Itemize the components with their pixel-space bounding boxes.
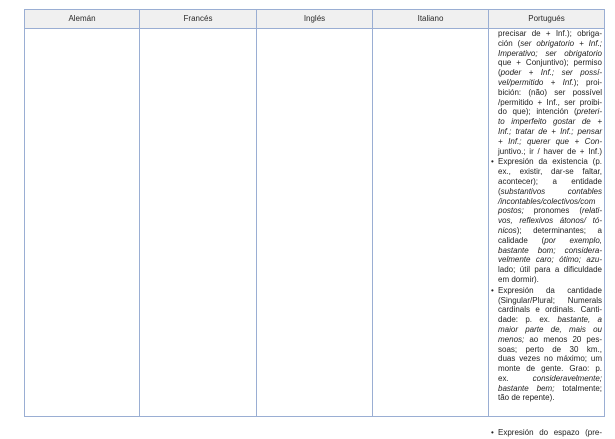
text-segment: poder + Inf.; ser possí- — [500, 68, 602, 78]
text-segment: bastante bem; — [498, 383, 555, 393]
text-segment: acontecer); a entidade — [498, 176, 602, 186]
text-line — [498, 286, 602, 296]
text-segment: Expresión do espazo (pre- — [498, 428, 602, 437]
text-segment: consideravelmente; — [532, 373, 602, 383]
text-line — [498, 335, 602, 345]
text-segment: /permitido + Inf., ser proibi- — [498, 97, 602, 107]
text-line — [498, 206, 602, 216]
text-line — [498, 117, 602, 127]
cell-portugues-continuation — [489, 428, 604, 438]
column-header-aleman: Alemán — [25, 10, 140, 29]
text-segment: vos, reflexivos átonos/ tó- — [498, 216, 602, 226]
text-segment: do que); intención ( — [498, 107, 577, 117]
text-segment: ); proi- — [573, 77, 602, 87]
text-segment: bastante bom; considera- — [498, 245, 602, 255]
text-line — [498, 216, 602, 226]
text-segment: dade: p. ex. — [498, 315, 558, 325]
text-segment: ex., existir, dar-se faltar, — [498, 167, 602, 177]
text-segment: bastante, a — [557, 315, 602, 325]
text-line — [498, 68, 602, 78]
text-segment: ); determinantes; a — [516, 225, 602, 235]
text-line — [498, 137, 602, 147]
text-segment: precisar de + Inf.); obriga- — [498, 29, 602, 38]
text-segment: Expresión da existencia (p. — [498, 157, 602, 167]
text-segment: em dormir). — [498, 274, 539, 284]
text-segment: vel/permitido + Inf. — [498, 77, 574, 87]
text-segment: + Inf.; querer que + Con- — [498, 136, 602, 146]
text-line — [498, 393, 602, 403]
text-segment: pronomes ( — [523, 206, 582, 216]
text-line — [498, 345, 602, 355]
text-line — [498, 98, 602, 108]
text-segment: velmente caro; ótimo; azu- — [498, 255, 602, 265]
text-line — [498, 127, 602, 137]
text-line — [498, 325, 602, 335]
text-line — [498, 88, 602, 98]
column-header-frances: Francés — [140, 10, 257, 29]
text-line — [498, 236, 602, 246]
text-segment: bición: (não) ser possível — [498, 87, 602, 97]
text-segment: ( — [498, 68, 501, 78]
text-segment: relati- — [581, 206, 602, 216]
text-segment: nicos — [498, 225, 517, 235]
text-segment: soas; perto de 30 km., — [498, 344, 602, 354]
text-segment: totalmente; — [554, 383, 602, 393]
column-header-portugues: Portugués — [489, 10, 604, 29]
text-line — [498, 167, 602, 177]
text-segment: que + Conjuntivo); permiso — [498, 58, 602, 68]
text-line — [498, 305, 602, 315]
text-line — [498, 275, 602, 285]
text-line — [498, 296, 602, 306]
text-segment: ao menos 20 pes- — [524, 334, 602, 344]
bullet-marker: • — [491, 285, 494, 295]
list-item — [491, 428, 602, 438]
column-header-italiano: Italiano — [373, 10, 489, 29]
text-segment: juntivo.; ir / haver de + Inf.) — [498, 146, 602, 156]
text-segment: calidade ( — [498, 235, 545, 245]
text-line — [498, 157, 602, 167]
text-line — [498, 58, 602, 68]
text-line — [498, 384, 602, 394]
text-line — [498, 197, 602, 207]
list-item — [491, 285, 602, 404]
cell-portugues — [489, 29, 604, 416]
text-segment: postos; — [498, 206, 524, 216]
text-segment: preteri- — [576, 107, 602, 117]
text-segment: ción ( — [498, 38, 521, 48]
cell-frances — [140, 29, 257, 416]
text-line — [498, 78, 602, 88]
text-segment: substantivos contables — [500, 186, 602, 196]
text-segment: duas vezes no máximo; um — [498, 354, 602, 364]
cell-aleman — [25, 29, 140, 416]
text-segment: lado; útil para a dificuldade — [498, 265, 602, 275]
text-segment: maior parte de, mais ou — [498, 324, 602, 334]
text-segment: to imperfeito gostar de + — [498, 117, 602, 127]
text-segment: Imperativo; ser obrigatorio — [498, 48, 602, 58]
text-line — [498, 374, 602, 384]
text-segment: por exemplo, — [544, 235, 602, 245]
text-segment: /incontables/colectivos/com — [498, 196, 596, 206]
text-line — [498, 265, 602, 275]
text-line — [498, 177, 602, 187]
cell-ingles — [257, 29, 373, 416]
column-header-ingles: Inglés — [257, 10, 373, 29]
text-line — [498, 428, 602, 438]
list-item — [498, 29, 602, 156]
text-line — [498, 29, 602, 39]
text-line — [498, 39, 602, 49]
text-segment: cardinals e ordinals. Canti- — [498, 305, 602, 315]
language-table — [24, 9, 605, 417]
text-line — [498, 187, 602, 197]
bullet-marker: • — [491, 157, 494, 167]
text-segment: Expresión da cantidade — [498, 285, 602, 295]
text-segment: monte de gente. Grao: p. — [498, 364, 602, 374]
text-line — [498, 354, 602, 364]
list-item — [491, 157, 602, 284]
text-segment: ex. — [498, 373, 533, 383]
cell-italiano — [373, 29, 489, 416]
text-segment: Inf.; tratar de + Inf.; pensar — [498, 126, 602, 136]
text-line — [498, 147, 602, 157]
text-segment: ser obrigatorio + Inf.; — [520, 38, 603, 48]
text-segment: ( — [498, 186, 501, 196]
text-line — [498, 107, 602, 117]
text-line — [498, 49, 602, 59]
text-segment: tão de repente). — [498, 393, 555, 403]
bullet-marker: • — [491, 428, 494, 437]
text-line — [498, 246, 602, 256]
text-line — [498, 255, 602, 265]
text-line — [498, 315, 602, 325]
text-segment: (Singular/Plural; Numerals — [498, 295, 602, 305]
text-segment: menos; — [498, 334, 525, 344]
text-line — [498, 364, 602, 374]
text-line — [498, 226, 602, 236]
